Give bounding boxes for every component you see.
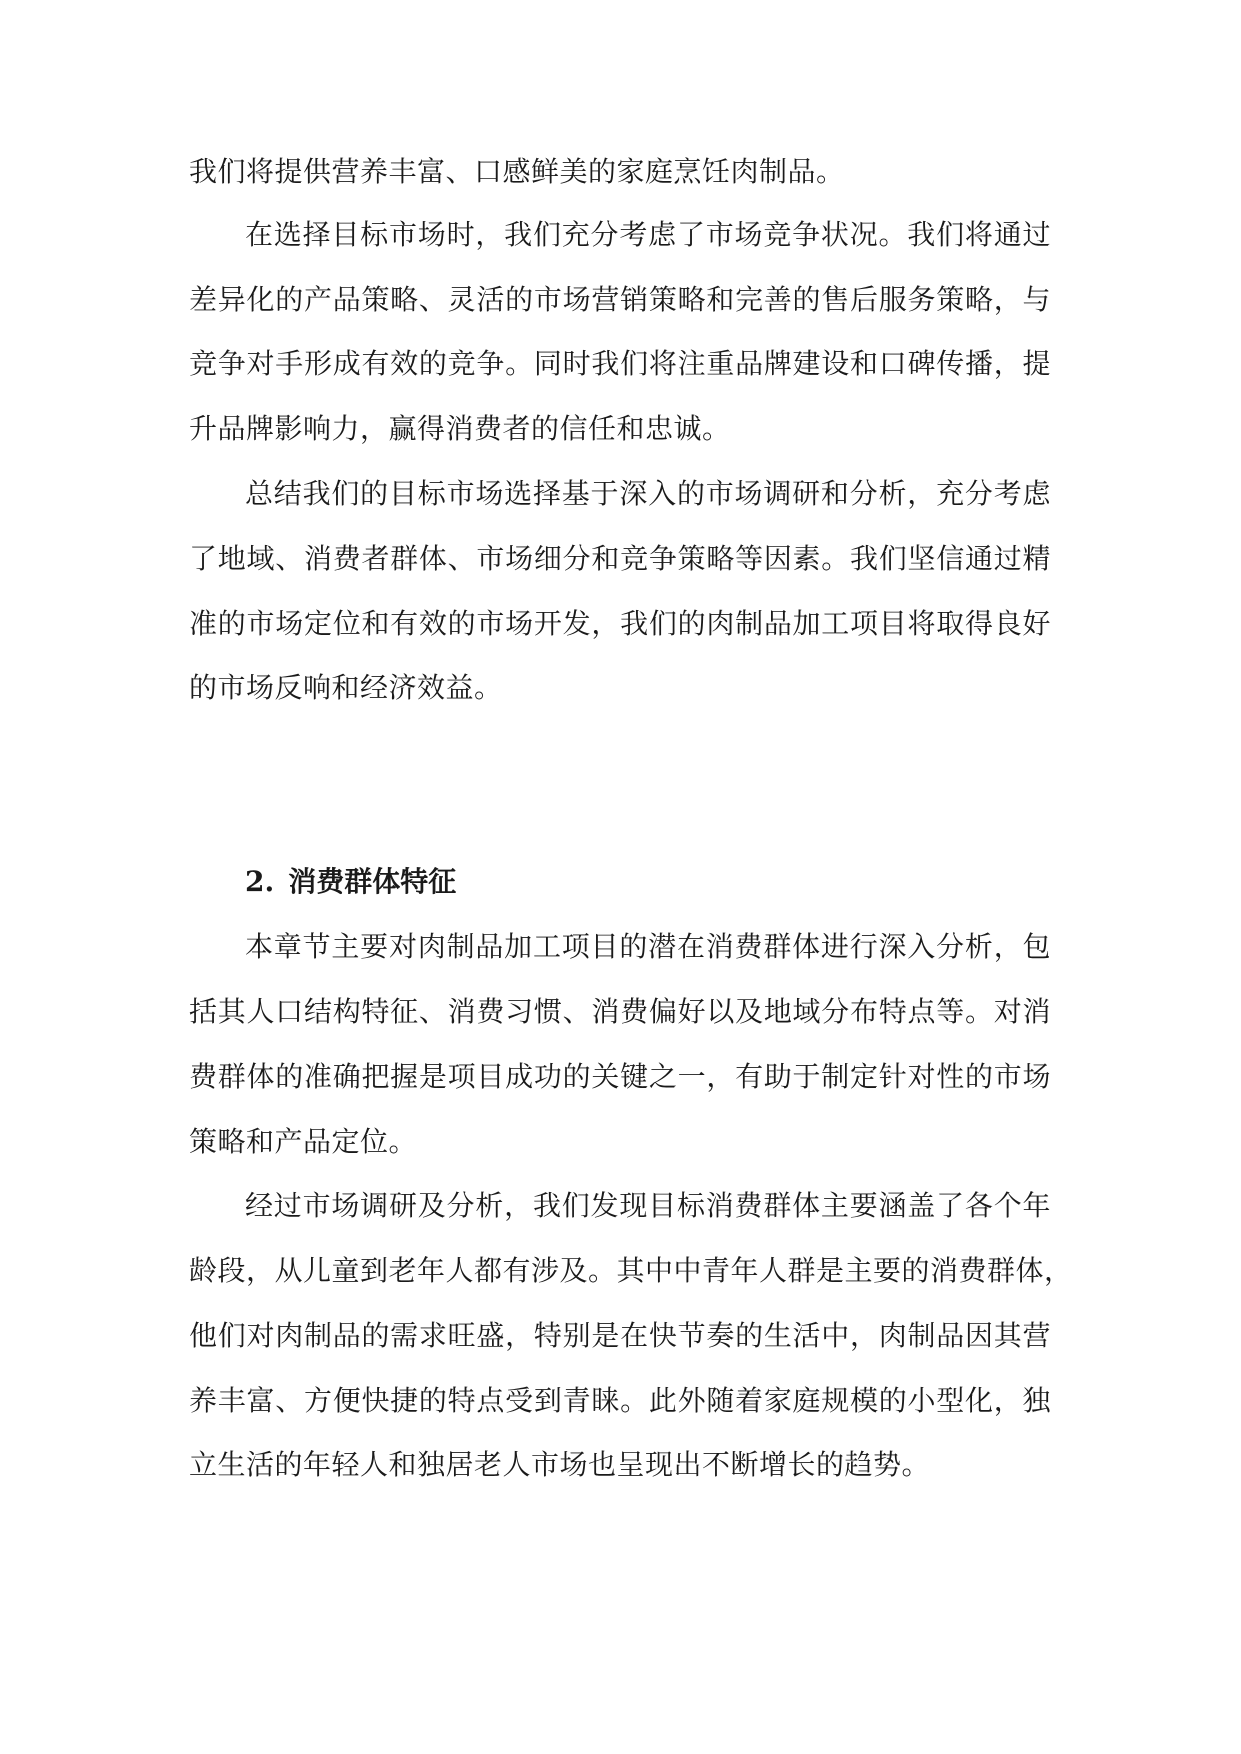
paragraph-line: 升品牌影响力，赢得消费者的信任和忠诚。 (189, 412, 731, 445)
section-number: 2. (245, 865, 275, 898)
paragraph-line: 策略和产品定位。 (189, 1125, 418, 1158)
paragraph-line: 他们对肉制品的需求旺盛，特别是在快节奏的生活中，肉制品因其营 (189, 1319, 1051, 1352)
paragraph-line: 经过市场调研及分析，我们发现目标消费群体主要涵盖了各个年 (245, 1189, 1051, 1222)
paragraph-line: 养丰富、方便快捷的特点受到青睐。此外随着家庭规模的小型化，独 (189, 1384, 1051, 1417)
paragraph-line: 差异化的产品策略、灵活的市场营销策略和完善的售后服务策略，与 (189, 283, 1051, 316)
paragraph-line: 总结我们的目标市场选择基于深入的市场调研和分析，充分考虑 (245, 477, 1051, 510)
paragraph-line: 龄段，从儿童到老年人都有涉及。其中中青年人群是主要的消费群体， (189, 1254, 1073, 1287)
paragraph-line: 准的市场定位和有效的市场开发，我们的肉制品加工项目将取得良好 (189, 607, 1051, 640)
paragraph-line: 费群体的准确把握是项目成功的关键之一，有助于制定针对性的市场 (189, 1060, 1051, 1093)
paragraph-line: 的市场反响和经济效益。 (189, 671, 503, 704)
paragraph-line: 在选择目标市场时，我们充分考虑了市场竞争状况。我们将通过 (245, 218, 1051, 251)
paragraph-line: 本章节主要对肉制品加工项目的潜在消费群体进行深入分析，包 (245, 930, 1051, 963)
paragraph-line: 竞争对手形成有效的竞争。同时我们将注重品牌建设和口碑传播，提 (189, 347, 1051, 380)
paragraph-line: 括其人口结构特征、消费习惯、消费偏好以及地域分布特点等。对消 (189, 995, 1051, 1028)
paragraph-line: 立生活的年轻人和独居老人市场也呈现出不断增长的趋势。 (189, 1448, 931, 1481)
section-title: 消费群体特征 (288, 865, 457, 898)
section-heading (245, 862, 456, 902)
paragraph-line: 了地域、消费者群体、市场细分和竞争策略等因素。我们坚信通过精 (189, 542, 1051, 575)
paragraph-line: 我们将提供营养丰富、口感鲜美的家庭烹饪肉制品。 (189, 155, 845, 188)
